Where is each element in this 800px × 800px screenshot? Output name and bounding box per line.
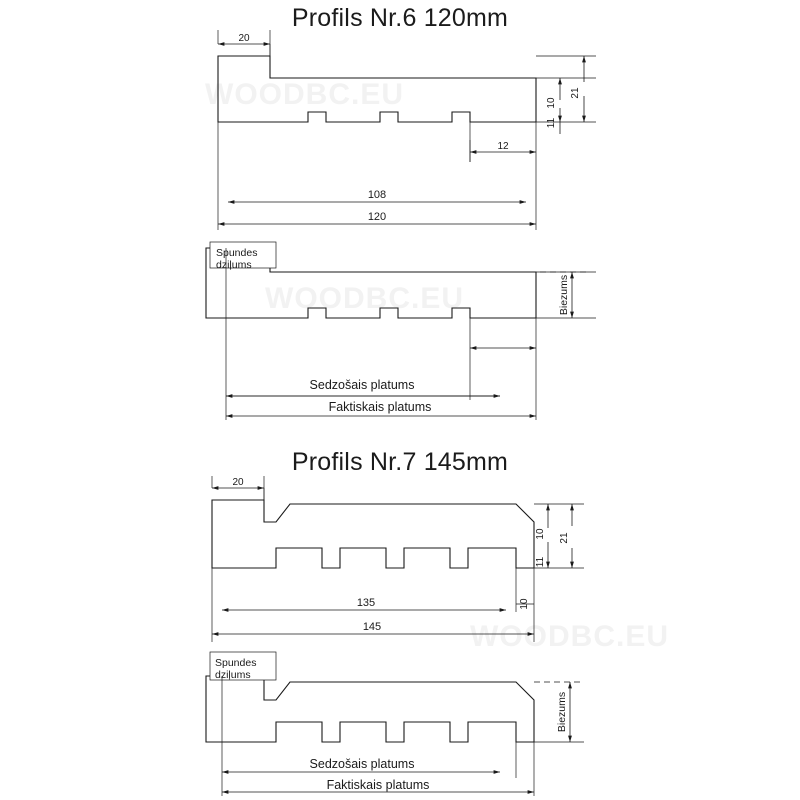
label-thickness-p7: Biezums xyxy=(556,691,568,733)
dim-label-actual-width-p6: 120 xyxy=(367,211,387,223)
watermark: WOODBC.EU xyxy=(205,78,404,111)
dim-label-groove-width-p7: 10 xyxy=(519,598,530,610)
dim-label-actual-width-p7: 145 xyxy=(362,621,382,633)
dim-label-body-height-p6: 11 xyxy=(546,117,557,129)
label-thickness-p6: Biezums xyxy=(558,274,570,316)
watermark: WOODBC.EU xyxy=(470,620,669,653)
dim-label-face-height-p6: 10 xyxy=(546,97,557,109)
dim-label-body-height-p7: 11 xyxy=(535,556,546,568)
dim-label-face-height-p7: 10 xyxy=(535,528,546,540)
dim-label-total-thickness-p6: 21 xyxy=(570,87,581,99)
dim-label-covering-width-p6: 108 xyxy=(367,189,387,201)
label-covering-width-p7: Sedzošais platums xyxy=(309,757,415,771)
label-spunde-depth-line2-p6: dziļums xyxy=(216,259,252,271)
label-actual-width-p7: Faktiskais platums xyxy=(326,778,430,792)
profile-7-bottom-view-shape xyxy=(206,676,534,742)
profile-7-top-view-shape xyxy=(212,500,534,568)
dim-label-covering-width-p7: 135 xyxy=(356,597,376,609)
label-actual-width-p6: Faktiskais platums xyxy=(328,400,432,414)
label-spunde-depth-line1-p7: Spundes xyxy=(215,657,257,669)
dim-label-tongue-width-p7: 20 xyxy=(232,477,244,488)
label-covering-width-p6: Sedzošais platums xyxy=(309,378,415,392)
label-spunde-depth-line1-p6: Spundes xyxy=(216,247,258,259)
profile-6-top-view-shape xyxy=(218,56,536,122)
page-title-profile-6: Profils Nr.6 120mm xyxy=(291,4,509,32)
label-spunde-depth-line2-p7: dziļums xyxy=(215,669,251,681)
dim-label-total-thickness-p7: 21 xyxy=(559,532,570,544)
dim-label-groove-width-p6: 12 xyxy=(497,141,509,152)
page-title-profile-7: Profils Nr.7 145mm xyxy=(291,448,509,476)
watermark: WOODBC.EU xyxy=(265,282,464,315)
dim-label-tongue-width-p6: 20 xyxy=(238,33,250,44)
